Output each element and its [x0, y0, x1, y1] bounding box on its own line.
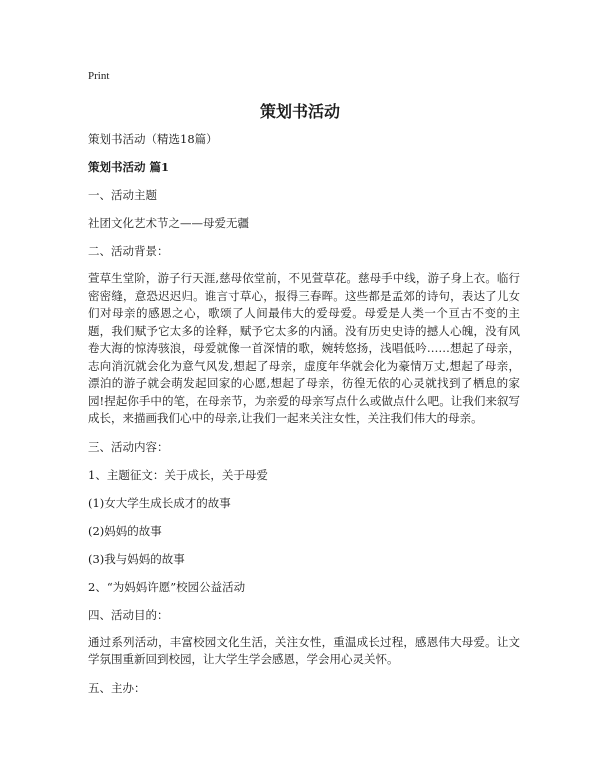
content-subitem-3: (3)我与妈妈的故事 — [88, 551, 185, 566]
section-heading: 策划书活动 篇1 — [88, 160, 170, 174]
background-paragraph: 萱草生堂阶，游子行天涯,慈母依堂前，不见萱草花。慈母手中线，游子身上衣。临行密密缝，意恐迟迟归。谁言寸草心，报得三春晖。这些都是孟郊的诗句，表达了儿女们对母亲的感恩之心，歌颂了人间最伟大的爱母爱。母爱是人类一个亘古不变的主题，我们赋予它太多的诠释，赋予它太多的内涵。没有历史史诗的撼人心魄，没有风卷大海的惊涛骇浪，母爱就像一首深情的歌，婉转悠扬，浅唱低吟……想起了母亲，志向消沉就会化为意气风发,想起了母亲，虚度年华就会化为豪情万丈,想起了母亲，漂泊的游子就会萌发起回家的心愿,想起了母亲，彷徨无依的心灵就找到了栖息的家园!捏起你手中的笔，在母亲节，为亲爱的母亲写点什么或做点什么吧。让我们来叙写成长，来描画我们心中的母亲,让我们一起来关注女性，关注我们伟大的母亲。 — [88, 271, 520, 425]
heading-activity-background: 二、活动背景： — [88, 244, 169, 258]
print-link[interactable]: Print — [88, 70, 110, 82]
content-subitem-2: (2)妈妈的故事 — [88, 523, 162, 538]
content-item-essay: 1、主题征文：关于成长，关于母爱 — [88, 467, 268, 482]
page-title: 策划书活动 — [259, 102, 340, 121]
document-subtitle: 策划书活动（精选18篇） — [88, 132, 218, 146]
purpose-paragraph: 通过系列活动，丰富校园文化生活，关注女性，重温成长过程，感恩伟大母爱。让文学氛围重新回到校园，让大学生学会感恩，学会用心灵关怀。 — [88, 634, 520, 666]
heading-activity-content: 三、活动内容： — [88, 439, 169, 454]
heading-organizer: 五、主办： — [88, 680, 146, 695]
content-subitem-1: (1)女大学生成长成才的故事 — [88, 495, 231, 510]
heading-activity-theme: 一、活动主题 — [88, 188, 157, 202]
activity-theme-text: 社团文化艺术节之——母爱无疆 — [88, 216, 249, 230]
heading-activity-purpose: 四、活动目的： — [88, 607, 169, 622]
content-item-wish: 2、“为妈妈许愿”校园公益活动 — [88, 579, 246, 594]
document-content — [88, 130, 520, 707]
